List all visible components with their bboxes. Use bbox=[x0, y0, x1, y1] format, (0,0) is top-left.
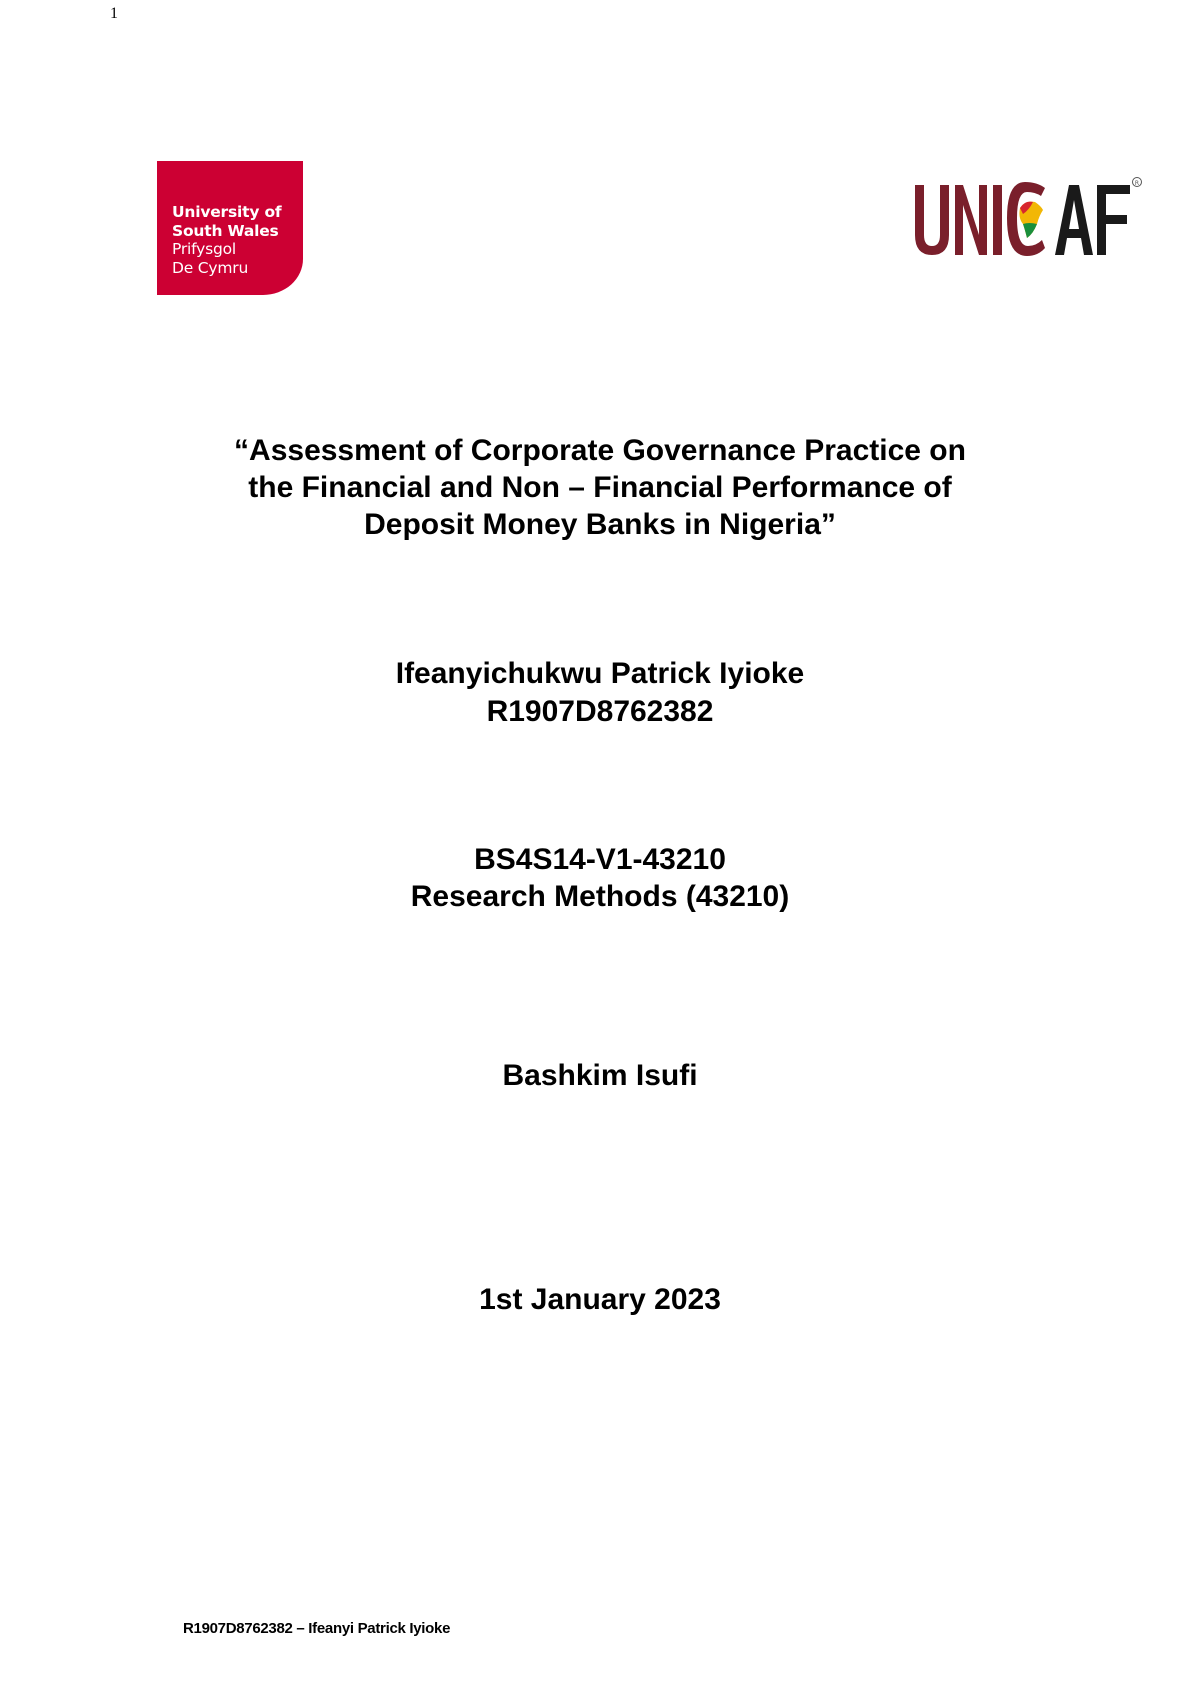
submission-date: 1st January 2023 bbox=[479, 1283, 721, 1316]
usw-logo-line-1: University of bbox=[172, 203, 282, 221]
page-footer: R1907D8762382 – Ifeanyi Patrick Iyioke bbox=[183, 1620, 451, 1637]
author-name: Ifeanyichukwu Patrick Iyioke bbox=[395, 657, 805, 690]
usw-logo-line-3: Prifysgol bbox=[172, 240, 237, 258]
course-name: Research Methods (43210) bbox=[410, 880, 790, 913]
usw-logo-line-2: South Wales bbox=[172, 221, 279, 240]
document-title bbox=[0, 432, 1200, 543]
course-code: BS4S14-V1-43210 bbox=[474, 843, 726, 876]
page-number: 1 bbox=[110, 5, 118, 22]
usw-logo-line-4: De Cymru bbox=[172, 258, 249, 277]
title-line-1: “Assessment of Corporate Governance Practice on bbox=[234, 434, 966, 467]
author-block bbox=[0, 655, 1200, 731]
title-line-2: the Financial and Non – Financial Performance of bbox=[248, 471, 952, 504]
course-block bbox=[0, 841, 1200, 915]
svg-text:R: R bbox=[1134, 180, 1140, 187]
usw-logo bbox=[157, 161, 303, 295]
supervisor-name: Bashkim Isufi bbox=[502, 1059, 698, 1092]
unicaf-logo bbox=[905, 160, 1155, 280]
student-id: R1907D8762382 bbox=[486, 695, 714, 728]
title-line-3: Deposit Money Banks in Nigeria” bbox=[364, 508, 836, 541]
